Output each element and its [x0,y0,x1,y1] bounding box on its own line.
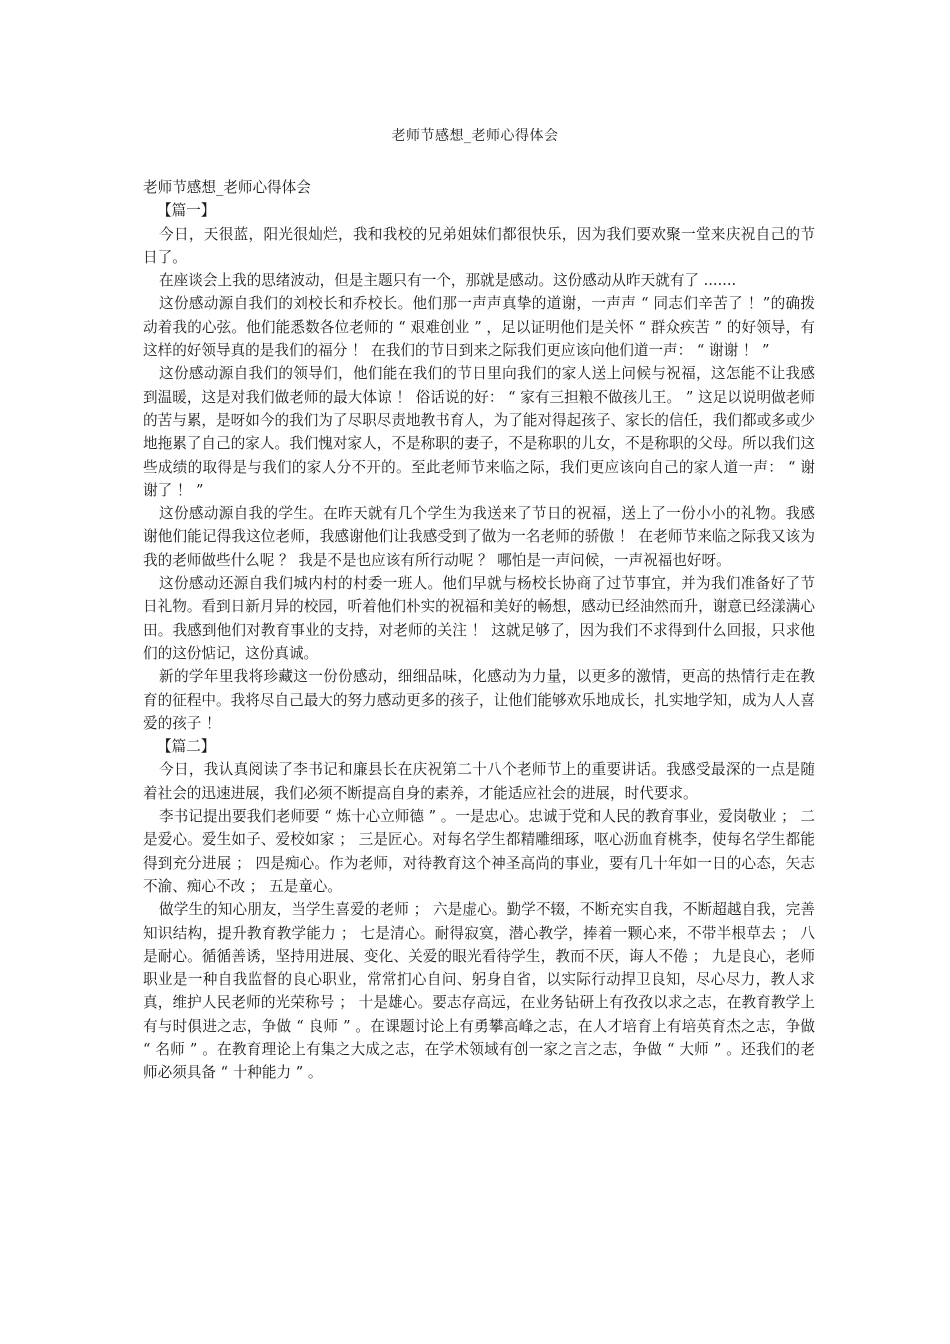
paragraph: 在座谈会上我的思绪波动，但是主题只有一个，那就是感动。这份感动从昨天就有了 ....... [159,272,737,290]
paragraph: 今日，我认真阅读了李书记和廉县长在庆祝第二十八个老师节上的重要讲话。我感受最深的一点是随着社会的迅速进展，我们必须不断提高自身的素养，才能适应社会的进展，时代要求。 [143,761,815,802]
document-body [143,176,815,1085]
document-subtitle: 老师节感想_老师心得体会 [143,179,311,196]
paragraph: 做学生的知心朋友，当学生喜爱的老师 ； 六是虚心。勤学不辍，不断充实自我，不断超越自我，完善知识结构，提升教育教学能力 ； 七是清心。耐得寂寞，潜心教学，捧着一颗心来，不带半根草去 ； 八是耐心。循循善诱，坚持用进展、变化、关爱的眼光看待学生，教而不厌，诲人不倦 ； 九是良心，老师职业是一种自我监督的良心职业，常常扪心自问、躬身自省，以实际行动捍卫良知，尽心尽力，教人求真，维护人民老师的光荣称号 ； 十是雄心。要志存高远，在业务钻研上有孜孜以求之志，在教育教学上有与时俱进之志，争做 “ 良师 ” 。在课题讨论上有勇攀高峰之志，在人才培育上有培英育杰之志，争做 “ 名师 ” 。在教育理论上有集之大成之志，在学术领域有创一家之言之志，争做 “ 大师 ” 。还我们的老师必须具备 “ 十种能力 ” 。 [143,901,815,1082]
paragraph: 这份感动源自我的学生。在昨天就有几个学生为我送来了节日的祝福，送上了一份小小的礼物。我感谢他们能记得我这位老师，我感谢他们让我感受到了做为一名老师的骄傲 ！ 在老师节来临之际我又该为我的老师做些什么呢 ？ 我是不是也应该有所行动呢 ？ 哪怕是一声问候，一声祝福也好呀。 [143,505,815,569]
paragraph: 今日，天很蓝，阳光很灿烂，我和我校的兄弟姐妹们都很快乐，因为我们要欢聚一堂来庆祝自己的节日了。 [143,225,815,266]
document-title: 老师节感想_老师心得体会 [391,128,559,144]
paragraph: 这份感动源自我们的刘校长和乔校长。他们那一声声真挚的道谢，一声声 “ 同志们辛苦了 ！”的确拨动着我的心弦。他们能悉数各位老师的 “ 艰难创业 ” ，足以证明他们是关怀 “ 群众疾苦 ” 的好领导，有这样的好领导真的是我们的福分 ！ 在我们的节日到来之际我们更应该向他们道一声： “ 谢谢 ！ ” [143,295,815,360]
paragraph: 新的学年里我将珍藏这一份份感动，细细品味，化感动为力量，以更多的激情，更高的热情行走在教育的征程中。我将尽自己最大的努力感动更多的孩子，让他们能够欢乐地成长，扎实地学知，成为人人喜爱的孩子 ！ [143,668,815,732]
paragraph: 这份感动还源自我们城内村的村委一班人。他们早就与杨校长协商了过节事宜，并为我们准备好了节日礼物。看到日新月异的校园，听着他们朴实的祝福和美好的畅想，感动已经油然而升，谢意已经漾满心田。我感到他们对教育事业的支持，对老师的关注 ！ 这就足够了，因为我们不求得到什么回报，只求他们的这份惦记，这份真诚。 [143,575,815,662]
section-heading: 【篇二】 [157,738,216,756]
paragraph: 这份感动源自我们的领导们，他们能在我们的节日里向我们的家人送上问候与祝福，这怎能不让我感到温暖，这是对我们做老师的最大体谅 ！ 俗话说的好： “ 家有三担粮不做孩儿王。 ” 这足以说明做老师的苦与累，是呀如今的我们为了尽职尽责地教书育人，为了能对得起孩子、家长的信任，我们都或多或少地拖累了自己的家人。我们愧对家人，不是称职的妻子，不是称职的儿女，不是称职的父母。所以我们这些成绩的取得是与我们的家人分不开的。至此老师节来临之际，我们更应该向自己的家人道一声： “ 谢谢了 ！ ” [143,365,815,499]
paragraph: 李书记提出要我们老师要 “ 炼十心立师德 ” 。一是忠心。忠诚于党和人民的教育事业，爱岗敬业 ； 二是爱心。爱生如子、爱校如家 ； 三是匠心。对每名学生都精雕细琢，呕心沥血育桃李，使每名学生都能得到充分进展 ； 四是痴心。作为老师，对待教育这个神圣高尚的事业，要有几十年如一日的心态，矢志不渝、痴心不改 ； 五是童心。 [143,808,815,895]
section-heading: 【篇一】 [157,202,216,220]
